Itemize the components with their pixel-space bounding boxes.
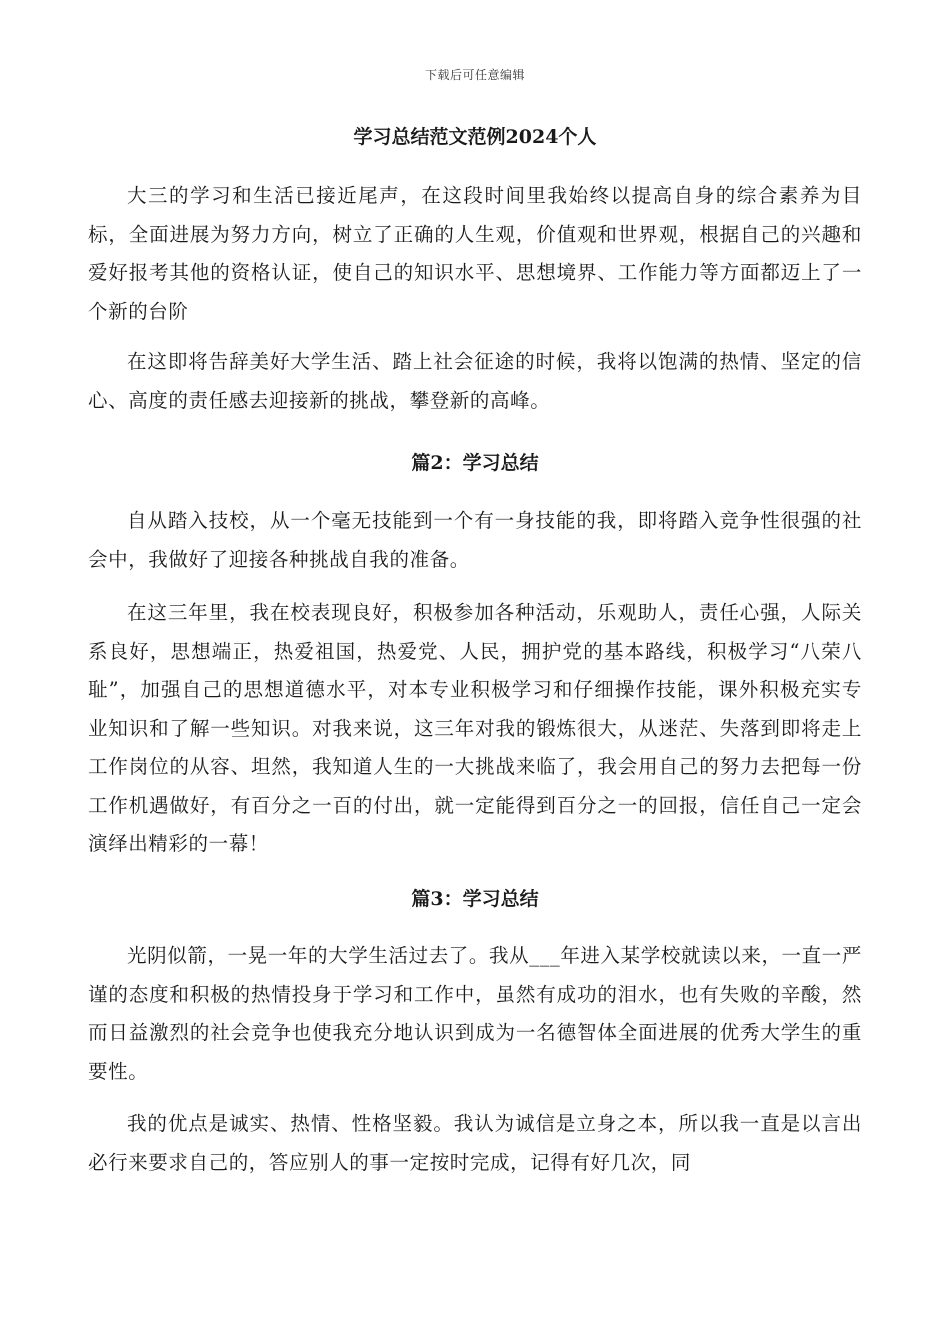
paragraph-1: 大三的学习和生活已接近尾声，在这段时间里我始终以提高自身的综合素养为目标，全面进展为努力方向，树立了正确的人生观，价值观和世界观，根据自己的兴趣和爱好报考其他的资格认证，使自己的知识水平、思想境界、工作能力等方面都迈上了一个新的台阶 [88, 184, 862, 323]
header-note: 下载后可任意编辑 [424, 68, 525, 82]
paragraph-5: 光阴似箭，一晃一年的大学生活过去了。我从___年进入某学校就读以来，一直一严谨的态度和积极的热情投身于学习和工作中，虽然有成功的泪水，也有失败的辛酸，然而日益激烈的社会竞争也使我充分地认识到成为一名德智体全面进展的优秀大学生的重要性。 [88, 944, 862, 1083]
paragraph-3: 自从踏入技校，从一个毫无技能到一个有一身技能的我，即将踏入竞争性很强的社会中，我做好了迎接各种挑战自我的准备。 [88, 509, 862, 571]
paragraph-6: 我的优点是诚实、热情、性格坚毅。我认为诚信是立身之本，所以我一直是以言出必行来要求自己的，答应别人的事一定按时完成，记得有好几次，同 [88, 1112, 862, 1174]
paragraph-4: 在这三年里，我在校表现良好，积极参加各种活动，乐观助人，责任心强，人际关系良好，思想端正，热爱祖国，热爱党、人民，拥护党的基本路线，积极学习“八荣八耻”，加强自己的思想道德水平，对本专业积极学习和仔细操作技能，课外积极充实专业知识和了解一些知识。对我来说，这三年对我的锻炼很大，从迷茫、失落到即将走上工作岗位的从容、坦然，我知道人生的一大挑战来临了，我会用自己的努力去把每一份工作机遇做好，有百分之一百的付出，就一定能得到百分之一的回报，信任自己一定会演绎出精彩的一幕！ [88, 601, 862, 855]
section-heading-2: 篇2：学习总结 [411, 452, 539, 474]
paragraph-2: 在这即将告辞美好大学生活、踏上社会征途的时候，我将以饱满的热情、坚定的信心、高度的责任感去迎接新的挑战，攀登新的高峰。 [88, 350, 862, 412]
section-heading-3: 篇3：学习总结 [411, 888, 539, 910]
document-title: 学习总结范文范例2024个人 [353, 126, 597, 148]
